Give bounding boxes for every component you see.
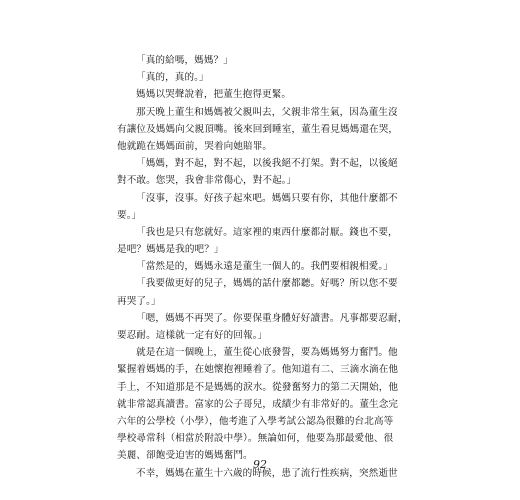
text-line: 美麗、卻飽受迫害的媽媽奮鬥。 (117, 450, 253, 462)
text-line: 「我要做更好的兒子，媽媽的話什麼都聽。好嗎？所以您不要 (136, 278, 398, 290)
text-line: 就非常認真讀書。富家的公子哥兒，成績少有非常好的。董生念完 (117, 398, 399, 410)
text-line: 六年的公學校（小學），他考進了入學考試公認為很難的台北高等 (117, 415, 394, 427)
text-line: 要。」 (117, 209, 142, 221)
text-line: 不幸，媽媽在董生十六歲的時候，患了流行性疾病，突然逝世 (136, 467, 398, 479)
text-line: 「我也是只有您就好。這家裡的東西什麼都討厭。錢也不要， (136, 226, 398, 238)
text-line: 再哭了。」 (117, 295, 161, 307)
text-line: 就是在這一個晚上，董生從心底發誓，要為媽媽努力奮鬥。他 (136, 347, 398, 359)
text-line: 「沒事，沒事。好孩子起來吧。媽媽只要有你，其他什麼都不 (136, 192, 398, 204)
text-line: 媽媽以哭聲說着，把董生抱得更緊。 (136, 89, 292, 101)
text-line: 對不敢。您哭，我會非常傷心，對不起。」 (117, 175, 297, 187)
text-line: 「真的，真的。」 (136, 72, 209, 84)
text-line: 他就跪在媽媽面前，哭着向她賠罪。 (117, 140, 273, 152)
text-line: 是吧？媽媽是我的吧？」 (117, 244, 224, 256)
text-line: 「媽媽，對不起，對不起，以後我絕不打架。對不起，以後絕 (136, 158, 398, 170)
text-line: 手上，不知道那是不是媽媽的淚水。從發奮努力的第二天開始，他 (117, 381, 399, 393)
text-line: 緊握着媽媽的手，在她懷抱裡睡着了。他知道有二、三滴水滴在他 (117, 364, 399, 376)
text-line: 要忍耐。這樣就一定有好的回報。」 (117, 330, 268, 341)
page-number: 92 (253, 458, 267, 471)
text-line: 「當然是的，媽媽永遠是董生一個人的。我們要相親相愛。」 (136, 261, 393, 273)
body-text (117, 52, 417, 482)
text-line: 「嗯，媽媽不再哭了。你要保重身體好好讀書。凡事都要忍耐， (136, 312, 408, 324)
text-line: 那天晚上董生和媽媽被父親叫去，父親非常生氣，因為董生沒 (136, 106, 398, 118)
text-line: 「真的給嗎，媽媽？」 (136, 55, 233, 66)
text-line: 學校尋常科（相當於附設中學）。無論如何，他要為那最愛他、很 (117, 433, 394, 445)
text-line: 有讓位及媽媽向父親頂嘴。後來回到睡室，董生看見媽媽還在哭， (117, 123, 399, 135)
